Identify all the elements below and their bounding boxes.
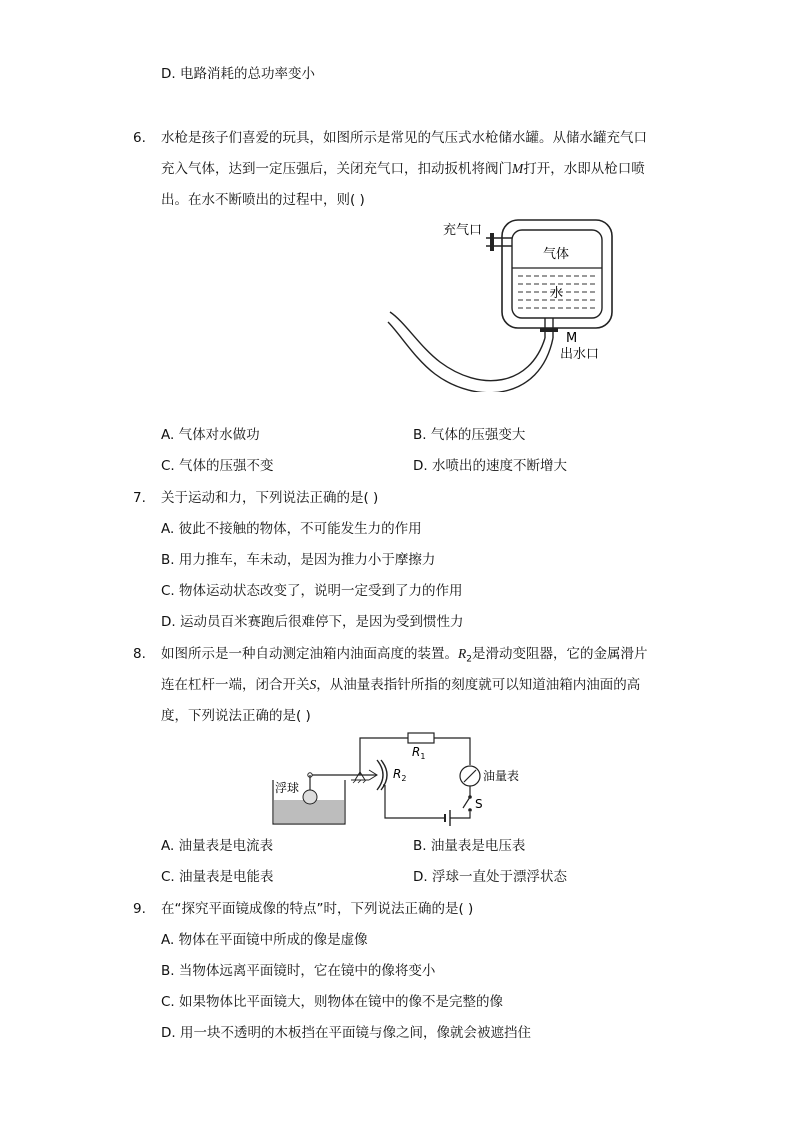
q9-option-a: A. 物体在平面镜中所成的像是虚像 [161,932,368,948]
q6-var-m: M [512,161,524,176]
q7-option-c: C. 物体运动状态改变了，说明一定受到了力的作用 [161,583,463,599]
q8-option-a: A. 油量表是电流表 [161,838,274,854]
q8-var-s: S [309,677,317,692]
q8-var-r-sub: 2 [466,654,472,665]
label-r2 [393,767,406,783]
label-water: 水 [550,286,564,301]
q7-stem: 关于运动和力，下列说法正确的是( ) [161,490,379,506]
inlet-valve [490,233,494,251]
q8-line1-text-b: 是滑动变阻器，它的金属滑片 [471,646,648,662]
left-bottom-wire [385,785,445,818]
hose-right [388,322,553,392]
q6-line2-text-a: 充入气体，达到一定压强后，关闭充气口，扣动扳机将阀门 [161,161,512,177]
q6-line2-text-b: 打开，水即从枪口喷 [523,161,645,177]
q8-line2-text-b: ，从油量表指针所指的刻度就可以知道油箱内油面的高 [316,677,641,693]
q6-water-tank-figure [380,212,640,392]
label-gas: 气体 [543,247,570,262]
q6-option-a: A. 气体对水做功 [161,427,260,443]
label-valve-m: M [566,331,578,346]
q6-number: 6. [133,130,146,146]
q7-option-a: A. 彼此不接触的物体，不可能发生力的作用 [161,521,422,537]
q6-option-b: B. 气体的压强变大 [413,427,526,443]
label-r1-letter: R [412,745,421,759]
q6-stem-line3: 出。在水不断喷出的过程中，则( ) [161,192,365,208]
right-bottom-wire [450,812,470,818]
tank-outer [502,220,612,328]
q6-option-d: D. 水喷出的速度不断增大 [413,458,567,474]
hose-left [390,312,545,381]
q9-option-d: D. 用一块不透明的木板挡在平面镜与像之间，像就会被遮挡住 [161,1025,531,1041]
q8-var-r: R [458,646,467,661]
label-r1-sub: 1 [420,752,426,761]
q8-option-d: D. 浮球一直处于漂浮状态 [413,869,567,885]
q9-option-c: C. 如果物体比平面镜大，则物体在镜中的像不是完整的像 [161,994,504,1010]
q8-option-c: C. 油量表是电能表 [161,869,274,885]
q7-option-b: B. 用力推车，车未动，是因为推力小于摩擦力 [161,552,436,568]
label-r1 [412,745,425,761]
valve-m [540,328,558,332]
q6-stem-line1: 水枪是孩子们喜爱的玩具，如图所示是常见的气压式水枪储水罐。从储水罐充气口 [161,130,647,146]
q7-option-d: D. 运动员百米赛跑后很难停下，是因为受到惯性力 [161,614,464,630]
q8-line1-text-a: 如图所示是一种自动测定油箱内油面高度的装置。 [161,646,458,662]
q8-option-b: B. 油量表是电压表 [413,838,526,854]
label-outlet: 出水口 [560,347,600,362]
label-meter: 油量表 [483,769,520,783]
q8-stem-line3: 度，下列说法正确的是( ) [161,708,311,724]
resistor-r1 [408,733,434,743]
q7-number: 7. [133,490,146,506]
q8-line2-text-a: 连在杠杆一端，闭合开关 [161,677,310,693]
label-r2-sub: 2 [401,774,407,783]
q8-number: 8. [133,646,146,662]
q8-stem-line1 [161,644,647,670]
q8-stem-line2 [161,675,640,695]
q9-stem: 在“探究平面镜成像的特点”时，下列说法正确的是( ) [161,901,474,917]
switch-contact [468,808,472,812]
q5-option-d: D. 电路消耗的总功率变小 [161,66,315,82]
float-ball [303,790,317,804]
q8-oil-gauge-figure [265,730,535,830]
label-float: 浮球 [275,781,300,795]
label-r2-letter: R [393,767,402,781]
q6-option-c: C. 气体的压强不变 [161,458,274,474]
tank-inner [512,230,602,318]
q9-option-b: B. 当物体远离平面镜时，它在镜中的像将变小 [161,963,436,979]
q6-stem-line2 [161,159,645,179]
label-inlet: 充气口 [443,223,483,238]
q9-number: 9. [133,901,146,917]
switch-blade [463,797,470,808]
label-switch: S [475,797,483,811]
